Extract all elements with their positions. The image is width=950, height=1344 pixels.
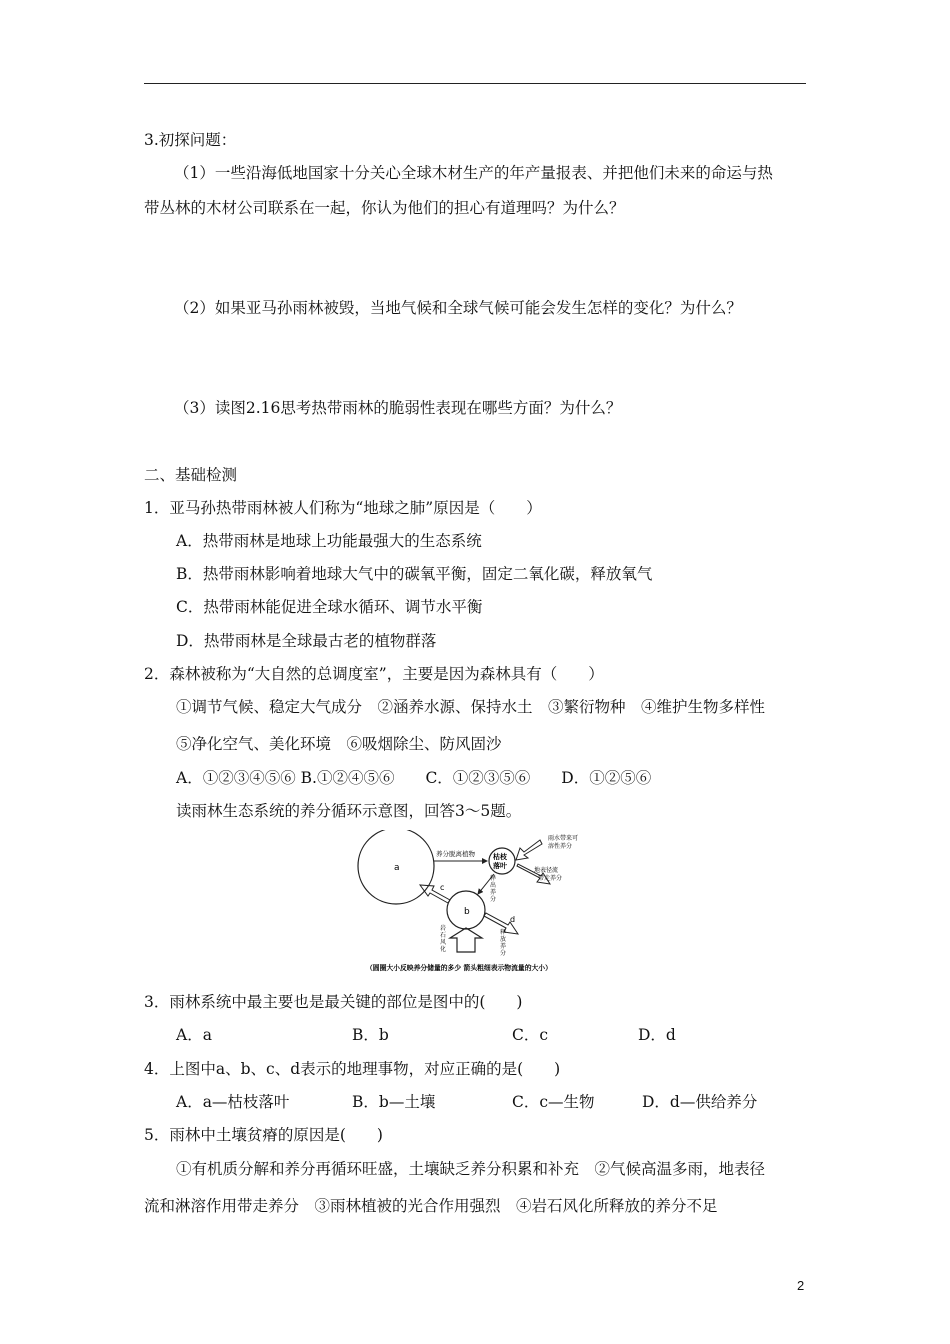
arrow-top-label: 养分脱离植物	[436, 850, 475, 858]
section3-heading: 3.初探问题：	[144, 131, 237, 149]
q2-choices-line-1: ①调节气候、稳定大气成分 ②涵养水源、保持水土 ③繁衍物种 ④维护生物多样性	[176, 698, 766, 716]
q1-option-d: D．热带雨林是全球最古老的植物群落	[176, 632, 437, 650]
runoff-label-1: 地表径流	[534, 867, 559, 874]
release-4: 分	[490, 896, 497, 903]
rain-label-1: 雨水带来可	[548, 835, 579, 842]
diagram-caption: （圆圈大小反映养分储量的多少 箭头粗细表示物流量的大小）	[366, 964, 552, 972]
question-1-line-1: （1）一些沿海低地国家十分关心全球木材生产的年产量报表、并把他们未来的命运与热	[174, 164, 773, 182]
release2-3: 养	[500, 943, 507, 950]
page-number: 2	[797, 1278, 805, 1293]
litter-label-1: 枯枝	[493, 852, 507, 861]
q3-option-a: A．a	[176, 1026, 212, 1044]
q5-choices-line-1: ①有机质分解和养分再循环旺盛，土壤缺乏养分积累和补充 ②气候高温多雨，地表径	[176, 1160, 766, 1178]
diagram-intro: 读雨林生态系统的养分循环示意图，回答3～5题。	[176, 802, 522, 820]
label-a: a	[394, 863, 400, 873]
q4-option-c: C．c—生物	[512, 1093, 595, 1111]
q3-option-b: B．b	[352, 1026, 389, 1044]
rain-arrow	[516, 840, 542, 860]
weathering-arrow	[450, 928, 482, 952]
q1-option-c: C．热带雨林能促进全球水循环、调节水平衡	[176, 598, 483, 616]
q1-option-a: A．热带雨林是地球上功能最强大的生态系统	[176, 532, 482, 550]
weathering-4: 化	[440, 946, 447, 953]
weathering-2: 石	[440, 932, 447, 939]
label-c: c	[440, 883, 445, 892]
release-3: 养	[490, 889, 497, 896]
q3-stem: 3．雨林系统中最主要也是最关键的部位是图中的( )	[144, 993, 523, 1011]
q2-choices-line-2: ⑤净化空气、美化环境 ⑥吸烟除尘、防风固沙	[176, 735, 502, 753]
header-rule	[144, 83, 806, 84]
question-1-line-2: 带丛林的木材公司联系在一起，你认为他们的担心有道理吗？为什么？	[144, 199, 625, 217]
q5-stem: 5．雨林中土壤贫瘠的原因是( )	[144, 1126, 383, 1144]
label-d: d	[510, 915, 516, 924]
nutrient-cycle-diagram	[354, 830, 626, 976]
q2-stem: 2．森林被称为“大自然的总调度室”，主要是因为森林具有（ ）	[144, 665, 604, 683]
q4-option-b: B．b—土壤	[352, 1093, 436, 1111]
q4-option-d: D．d—供给养分	[642, 1093, 758, 1111]
q4-option-a: A．a—枯枝落叶	[176, 1093, 290, 1111]
q1-stem: 1．亚马孙热带雨林被人们称为“地球之肺”原因是（ ）	[144, 499, 542, 517]
release-2: 出	[490, 882, 497, 889]
runoff-label-2: 带走养分	[538, 875, 563, 882]
weathering-1: 岩	[440, 925, 447, 932]
question-3: （3）读图2.16思考热带雨林的脆弱性表现在哪些方面？为什么？	[174, 399, 622, 417]
q1-option-b: B．热带雨林影响着地球大气中的碳氧平衡，固定二氧化碳，释放氧气	[176, 565, 653, 583]
arrow-c	[420, 885, 450, 903]
release2-2: 放	[500, 936, 507, 943]
q2-options: A．①②③④⑤⑥ B.①②④⑤⑥ C．①②③⑤⑥ D．①②⑤⑥	[176, 769, 652, 787]
weathering-3: 风	[440, 939, 447, 946]
question-2: （2）如果亚马孙雨林被毁，当地气候和全球气候可能会发生怎样的变化？为什么？	[174, 299, 742, 317]
rain-label-2: 溶性养分	[548, 843, 573, 850]
release-1: 释	[490, 875, 497, 882]
q5-choices-line-2: 流和淋溶作用带走养分 ③雨林植被的光合作用强烈 ④岩石风化所释放的养分不足	[144, 1197, 718, 1215]
litter-label-2: 落叶	[493, 861, 507, 870]
label-b: b	[464, 907, 470, 917]
basic-test-heading: 二、基础检测	[144, 466, 238, 484]
q3-option-c: C．c	[512, 1026, 549, 1044]
q4-stem: 4．上图中a、b、c、d表示的地理事物，对应正确的是( )	[144, 1060, 561, 1078]
q3-option-d: D．d	[638, 1026, 676, 1044]
release2-1: 释	[500, 929, 507, 936]
release2-4: 分	[500, 950, 507, 957]
